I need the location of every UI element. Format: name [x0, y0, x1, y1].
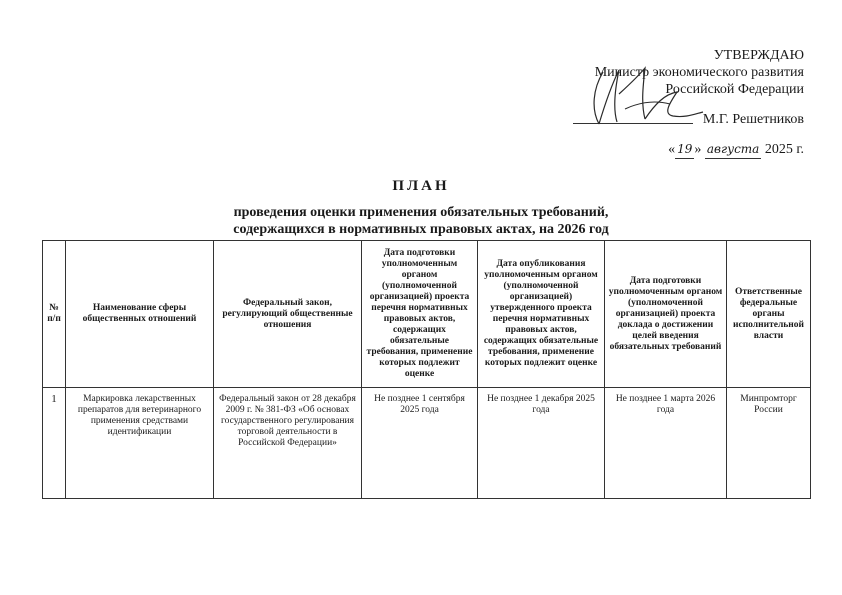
handwritten-signature [585, 64, 705, 129]
plan-table [42, 240, 811, 499]
date-year: 2025 г. [764, 142, 804, 157]
table-header-row [43, 241, 811, 388]
header-list-preparation-date: Дата подготовки уполномоченным органом (уполномоченной организацией) проекта перечня нормативных правовых актов, содержащих обязательные требования, применение которых подлежит оценке [362, 241, 478, 388]
document-title: ПЛАН [392, 178, 450, 194]
approval-date [573, 141, 804, 159]
header-report-date: Дата подготовки уполномоченным органом (уполномоченной организацией) проекта доклада о достижении целей введения обязательных требований [605, 241, 727, 388]
approve-heading: УТВЕРЖДАЮ [713, 48, 804, 63]
cell-sphere: Маркировка лекарственных препаратов для ветеринарного применения средствами идентификации [66, 388, 214, 499]
date-month: августа [705, 141, 761, 159]
signer-position-line2: Российской Федерации [665, 82, 804, 97]
header-list-publication-date: Дата опубликования уполномоченным органом (уполномоченной организацией) утвержденного проекта перечня нормативных правовых актов, содержащих обязательные требования, применение которых подлежит оценке [478, 241, 605, 388]
cell-number: 1 [43, 388, 66, 499]
signer-position-line1: Министр экономического развития [594, 65, 804, 80]
signer-name: М.Г. Решетников [702, 112, 804, 127]
header-federal-law: Федеральный закон, регулирующий общественные отношения [214, 241, 362, 388]
date-day: 19 [675, 141, 694, 159]
header-sphere: Наименование сферы общественных отношений [66, 241, 214, 388]
header-responsible-authorities: Ответственные федеральные органы исполнительной власти [727, 241, 811, 388]
header-number: № п/п [43, 241, 66, 388]
cell-federal-law: Федеральный закон от 28 декабря 2009 г. № 381-ФЗ «Об основах государственного регулирования торговой деятельности в Российской Федерации» [214, 388, 362, 499]
document-subtitle [0, 204, 842, 238]
subtitle-line1: проведения оценки применения обязательных требований, [233, 205, 609, 220]
cell-list-publication-date: Не позднее 1 декабря 2025 года [478, 388, 605, 499]
table-row [43, 388, 811, 499]
cell-responsible-authority: Минпромторг России [727, 388, 811, 499]
cell-report-date: Не позднее 1 марта 2026 года [605, 388, 727, 499]
cell-list-preparation-date: Не позднее 1 сентября 2025 года [362, 388, 478, 499]
date-open-quote: « [668, 142, 676, 157]
subtitle-line2: содержащихся в нормативных правовых актах, на 2026 год [233, 222, 609, 237]
date-close-quote: » [694, 142, 702, 157]
